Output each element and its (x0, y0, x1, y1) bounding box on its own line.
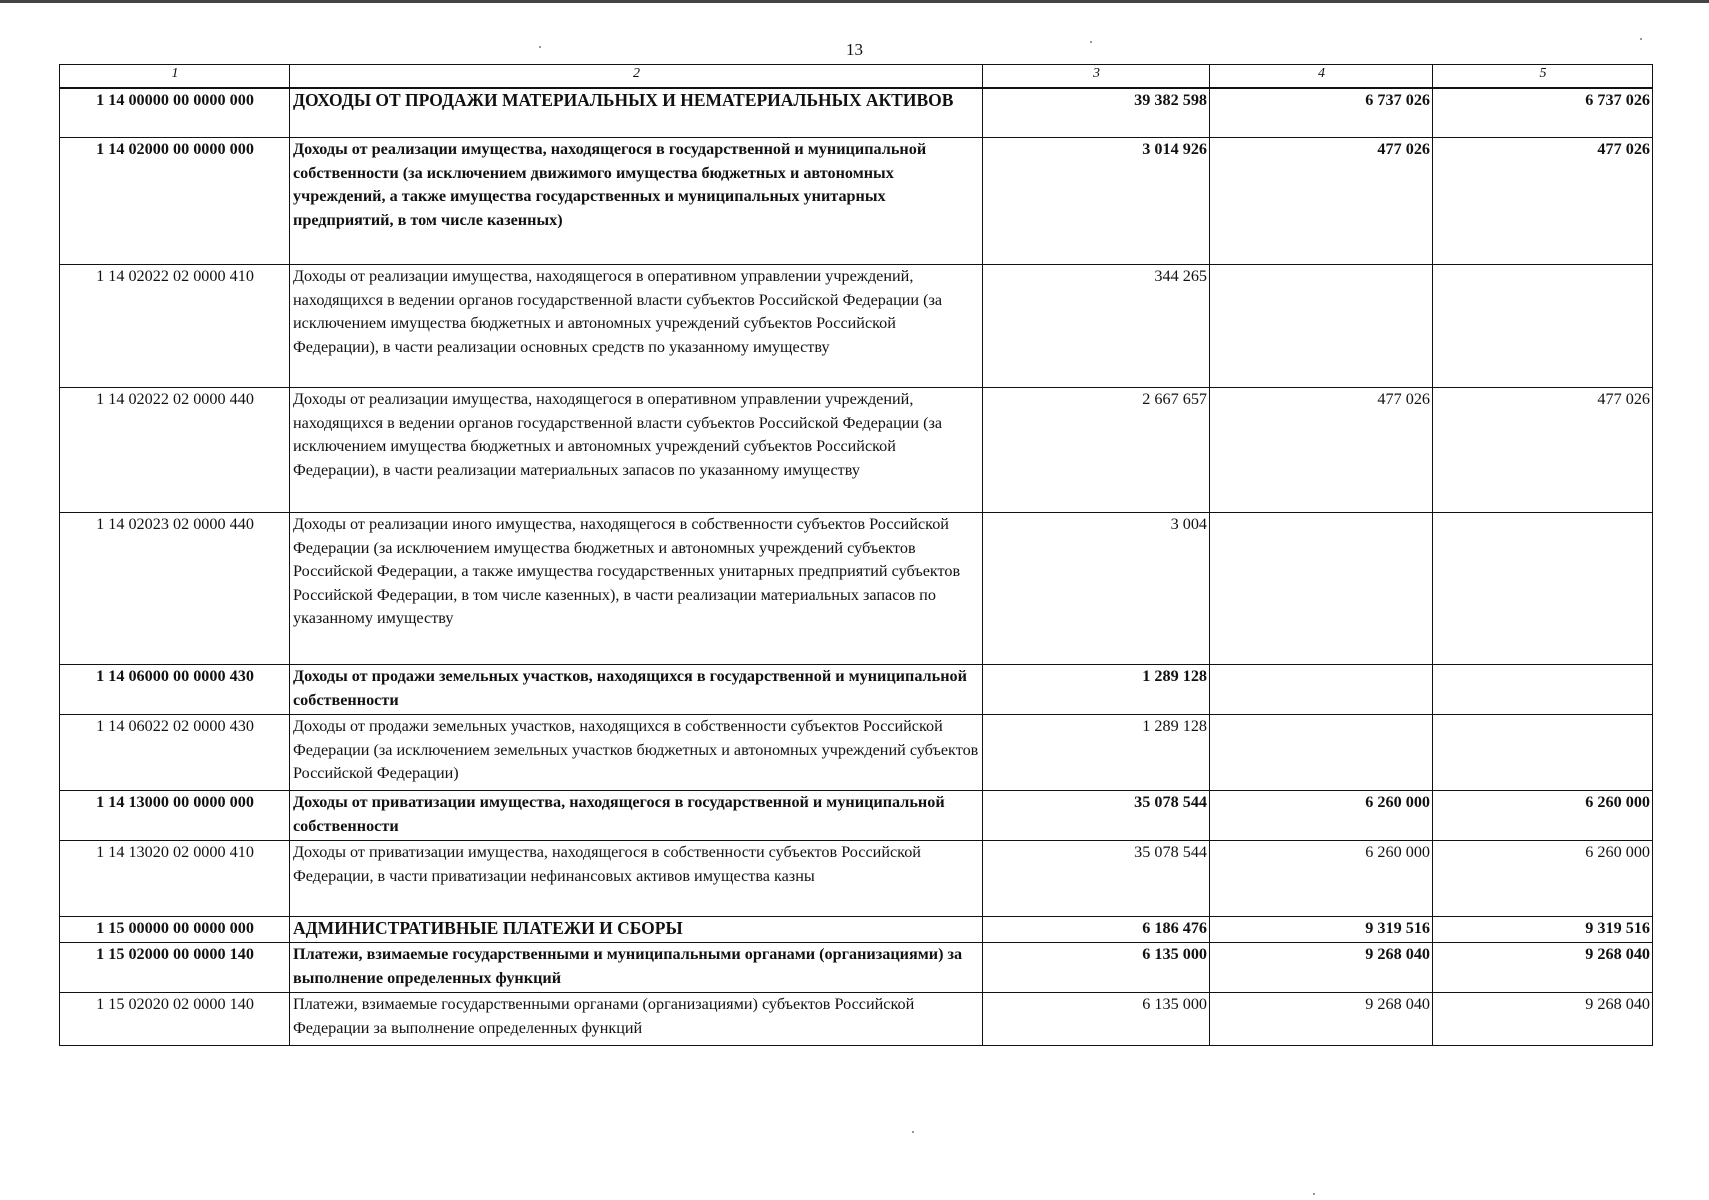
scan-speck (912, 1131, 914, 1133)
value-col3: 6 186 476 (983, 917, 1210, 943)
value-col5 (1433, 265, 1653, 388)
value-col3: 1 289 128 (983, 665, 1210, 715)
budget-code: 1 14 06022 02 0000 430 (60, 715, 290, 791)
budget-code: 1 14 06000 00 0000 430 (60, 665, 290, 715)
table-row (60, 943, 1653, 993)
column-header: 1 (60, 65, 290, 88)
value-col3: 35 078 544 (983, 841, 1210, 917)
value-col4: 6 260 000 (1210, 791, 1433, 841)
table-row (60, 513, 1653, 665)
value-col5 (1433, 513, 1653, 665)
table-row (60, 917, 1653, 943)
budget-code: 1 14 00000 00 0000 000 (60, 88, 290, 138)
table-row (60, 265, 1653, 388)
budget-code: 1 14 02022 02 0000 410 (60, 265, 290, 388)
revenue-name: ДОХОДЫ ОТ ПРОДАЖИ МАТЕРИАЛЬНЫХ И НЕМАТЕРИАЛЬНЫХ АКТИВОВ (290, 88, 983, 138)
budget-code: 1 15 02000 00 0000 140 (60, 943, 290, 993)
value-col5: 9 268 040 (1433, 943, 1653, 993)
value-col3: 344 265 (983, 265, 1210, 388)
value-col4: 6 737 026 (1210, 88, 1433, 138)
budget-code: 1 14 13020 02 0000 410 (60, 841, 290, 917)
column-header: 3 (983, 65, 1210, 88)
budget-code: 1 15 02020 02 0000 140 (60, 993, 290, 1046)
revenue-name: Доходы от реализации имущества, находящегося в оперативном управлении учреждений, находящихся в ведении органов государственной власти субъектов Российской Федерации (за исключением имущества бюджетных и автономных учреждений субъектов Российской Федерации), в части реализации основных средств по указанному имуществу (290, 265, 983, 388)
value-col3: 3 014 926 (983, 138, 1210, 265)
value-col3: 2 667 657 (983, 388, 1210, 513)
value-col3: 35 078 544 (983, 791, 1210, 841)
value-col4: 477 026 (1210, 388, 1433, 513)
column-header: 4 (1210, 65, 1433, 88)
value-col4: 9 268 040 (1210, 993, 1433, 1046)
value-col5: 6 260 000 (1433, 791, 1653, 841)
value-col5: 6 737 026 (1433, 88, 1653, 138)
table-row (60, 791, 1653, 841)
value-col4: 6 260 000 (1210, 841, 1433, 917)
table-row (60, 88, 1653, 138)
value-col3: 6 135 000 (983, 993, 1210, 1046)
revenue-name: Платежи, взимаемые государственными и муниципальными органами (организациями) за выполнение определенных функций (290, 943, 983, 993)
value-col4 (1210, 265, 1433, 388)
table-row (60, 138, 1653, 265)
revenue-name: Доходы от продажи земельных участков, находящихся в собственности субъектов Российской Федерации (за исключением земельных участков бюджетных и автономных учреждений субъектов Российской Федерации) (290, 715, 983, 791)
revenue-name: Доходы от приватизации имущества, находящегося в собственности субъектов Российской Федерации, в части приватизации нефинансовых активов имущества казны (290, 841, 983, 917)
column-header: 5 (1433, 65, 1653, 88)
table-row (60, 993, 1653, 1046)
budget-code: 1 14 13000 00 0000 000 (60, 791, 290, 841)
value-col5: 9 268 040 (1433, 993, 1653, 1046)
revenue-name: Доходы от реализации имущества, находящегося в оперативном управлении учреждений, находящихся в ведении органов государственной власти субъектов Российской Федерации (за исключением имущества бюджетных и автономных учреждений субъектов Российской Федерации), в части реализации материальных запасов по указанному имуществу (290, 388, 983, 513)
value-col5: 477 026 (1433, 138, 1653, 265)
revenue-name: Доходы от реализации иного имущества, находящегося в собственности субъектов Российской Федерации (за исключением имущества бюджетных и автономных учреждений субъектов Российской Федерации, а также имущества государственных унитарных предприятий субъектов Российской Федерации, в том числе казенных), в части реализации материальных запасов по указанному имуществу (290, 513, 983, 665)
revenue-name: АДМИНИСТРАТИВНЫЕ ПЛАТЕЖИ И СБОРЫ (290, 917, 983, 943)
value-col5: 9 319 516 (1433, 917, 1653, 943)
page-number: 13 (846, 40, 863, 59)
revenue-name: Платежи, взимаемые государственными органами (организациями) субъектов Российской Федерации за выполнение определенных функций (290, 993, 983, 1046)
value-col3: 6 135 000 (983, 943, 1210, 993)
revenue-name: Доходы от реализации имущества, находящегося в государственной и муниципальной собственности (за исключением движимого имущества бюджетных и автономных учреждений, а также имущества государственных и муниципальных унитарных предприятий, в том числе казенных) (290, 138, 983, 265)
budget-code: 1 15 00000 00 0000 000 (60, 917, 290, 943)
value-col5: 477 026 (1433, 388, 1653, 513)
table-row (60, 388, 1653, 513)
value-col3: 1 289 128 (983, 715, 1210, 791)
value-col4: 9 268 040 (1210, 943, 1433, 993)
value-col4 (1210, 513, 1433, 665)
value-col4: 9 319 516 (1210, 917, 1433, 943)
scan-edge (0, 0, 1709, 3)
value-col4 (1210, 665, 1433, 715)
value-col5: 6 260 000 (1433, 841, 1653, 917)
budget-revenue-table (59, 64, 1653, 1046)
table-row (60, 665, 1653, 715)
budget-code: 1 14 02023 02 0000 440 (60, 513, 290, 665)
value-col5 (1433, 715, 1653, 791)
value-col3: 39 382 598 (983, 88, 1210, 138)
table-row (60, 841, 1653, 917)
table-row (60, 715, 1653, 791)
value-col5 (1433, 665, 1653, 715)
value-col4 (1210, 715, 1433, 791)
revenue-name: Доходы от приватизации имущества, находящегося в государственной и муниципальной собственности (290, 791, 983, 841)
value-col3: 3 004 (983, 513, 1210, 665)
value-col4: 477 026 (1210, 138, 1433, 265)
revenue-name: Доходы от продажи земельных участков, находящихся в государственной и муниципальной собственности (290, 665, 983, 715)
column-header: 2 (290, 65, 983, 88)
budget-code: 1 14 02000 00 0000 000 (60, 138, 290, 265)
budget-code: 1 14 02022 02 0000 440 (60, 388, 290, 513)
scan-speck (1313, 1193, 1315, 1195)
table-header-row (60, 65, 1653, 88)
